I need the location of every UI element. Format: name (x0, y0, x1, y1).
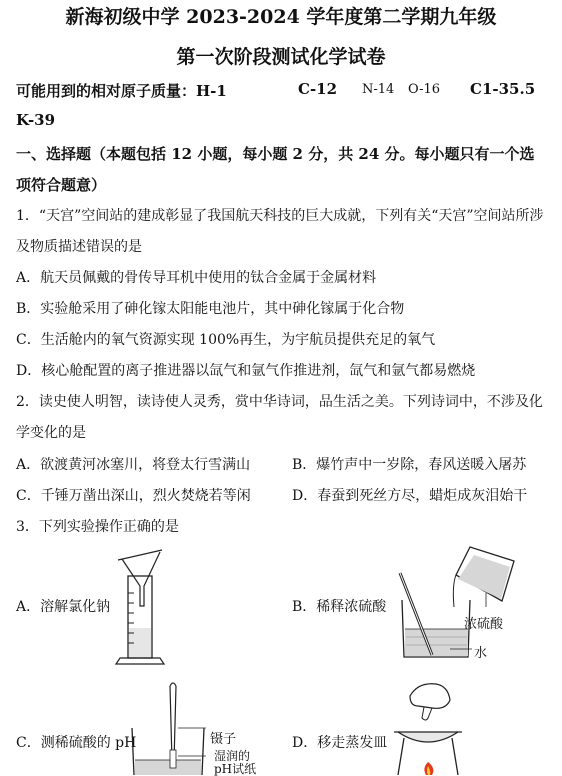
q2-stem-line1: 2．读史使人明智，读诗使人灵秀，赏中华诗词，品生活之美。下列诗词中，不涉及化 (16, 394, 543, 410)
q1-option-b: B．实验舱采用了砷化镓太阳能电池片，其中砷化镓属于化合物 (16, 301, 405, 317)
q1-option-d: D．核心舱配置的离子推进器以氙气和氩气作推进剂，氙气和氩气都易燃烧 (16, 363, 476, 379)
q1-option-a: A．航天员佩戴的骨传导耳机中使用的钛合金属于金属材料 (16, 270, 377, 286)
q2-option-d: D．春蚕到死丝方尽，蜡炬成灰泪始干 (292, 488, 528, 504)
q1-stem-line1: 1．“天宫”空间站的建成彰显了我国航天科技的巨大成就，下列有关“天宫”空间站所涉 (16, 208, 544, 224)
label-ph-paper-line2: pH试纸 (214, 762, 257, 776)
section1-heading-line1: 一、选择题（本题包括 12 小题，每小题 2 分，共 24 分。每小题只有一个选 (16, 145, 535, 163)
exam-title-line1: 新海初级中学 2023-2024 学年度第二学期九年级 (65, 6, 497, 28)
q3-stem: 3．下列实验操作正确的是 (16, 519, 179, 535)
q3-option-b: B．稀释浓硫酸 (292, 599, 387, 615)
atomic-mass-k: K-39 (16, 111, 56, 129)
label-tweezers: 镊子 (210, 732, 237, 747)
q1-stem-line2: 及物质描述错误的是 (16, 239, 142, 255)
q2-stem-line2: 学变化的是 (16, 425, 86, 441)
label-ph-paper (214, 750, 256, 776)
q2-option-b: B．爆竹声中一岁除，春风送暖入屠苏 (292, 457, 527, 473)
q2-option-a: A．欲渡黄河冰塞川，将登太行雪满山 (16, 457, 251, 473)
section1-heading-line2: 项符合题意） (16, 176, 107, 194)
figure-dilute-acid (390, 545, 530, 665)
q3-option-d: D．移走蒸发皿 (292, 735, 388, 751)
q3-option-c: C．测稀硫酸的 pH (16, 735, 137, 751)
atomic-mass-o: O-16 (408, 82, 441, 97)
label-ph-paper-line1: 湿润的 (214, 749, 251, 763)
label-concentrated-acid: 浓硫酸 (464, 617, 504, 632)
q1-option-c: C．生活舱内的氧气资源实现 100%再生，为宇航员提供充足的氧气 (16, 332, 436, 348)
exam-title-line2: 第一次阶段测试化学试卷 (176, 46, 386, 68)
figure-dissolve-nacl (112, 548, 172, 668)
atomic-mass-cl: C1-35.5 (470, 80, 536, 98)
q3-option-a: A．溶解氯化钠 (16, 599, 111, 615)
label-water: 水 (474, 646, 488, 661)
figure-move-dish (388, 676, 468, 775)
atomic-mass-c: C-12 (298, 80, 338, 98)
atomic-mass-n: N-14 (362, 82, 395, 97)
atomic-mass-label: 可能用到的相对原子质量：H-1 (16, 82, 227, 100)
figure-measure-ph (128, 680, 218, 775)
q2-option-c: C．千锤万凿出深山，烈火焚烧若等闲 (16, 488, 251, 504)
